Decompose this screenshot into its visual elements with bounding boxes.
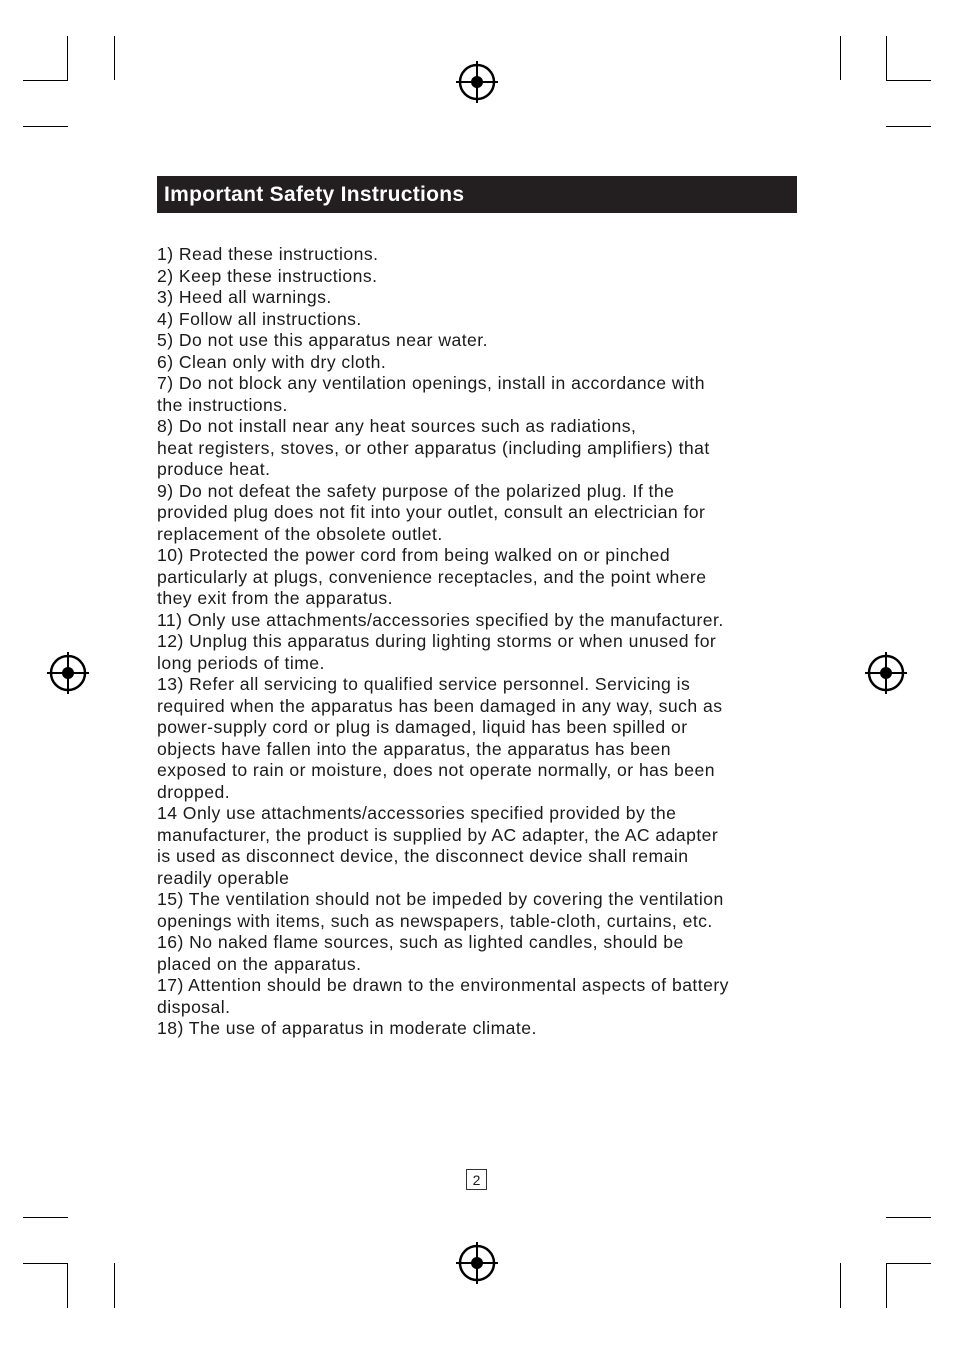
instruction-line: 9) Do not defeat the safety purpose of the polarized plug. If the (157, 480, 675, 501)
crop-mark-bottom-left-vertical (67, 1263, 68, 1308)
page-number: 2 (472, 1171, 481, 1188)
instruction-line: 14 Only use attachments/accessories specified provided by the (157, 803, 677, 823)
instruction-line: particularly at plugs, convenience receptacles, and the point where (157, 566, 707, 587)
crop-mark-bottom-left-horizontal (23, 1263, 68, 1264)
registration-left-icon (47, 652, 89, 694)
instruction-line: exposed to rain or moisture, does not operate normally, or has been (157, 760, 715, 780)
instruction-line: replacement of the obsolete outlet. (157, 523, 443, 544)
crop-mark-top-right-inner-horizontal (886, 126, 931, 127)
crop-mark-top-left-inner-vertical (114, 36, 115, 80)
instruction-line: 17) Attention should be drawn to the environmental aspects of battery (157, 975, 729, 995)
registration-right-icon (865, 652, 907, 694)
crop-mark-bottom-right-horizontal (886, 1263, 931, 1264)
page-number-box (466, 1169, 487, 1190)
instruction-line: 3) Heed all warnings. (157, 287, 332, 307)
instruction-line: heat registers, stoves, or other apparatus (including amplifiers) that (157, 437, 710, 458)
instruction-line: 1) Read these instructions. (157, 244, 379, 264)
registration-bottom-icon (456, 1242, 498, 1284)
instruction-line: readily operable (157, 867, 290, 888)
instruction-line: 7) Do not block any ventilation openings, install in accordance with (157, 373, 705, 393)
instruction-line: is used as disconnect device, the disconnect device shall remain (157, 846, 689, 866)
section-title: Important Safety Instructions (164, 182, 465, 206)
crop-mark-top-right-vertical (886, 36, 887, 80)
instruction-line: 8) Do not install near any heat sources such as radiations, (157, 416, 637, 436)
instruction-line: provided plug does not fit into your outlet, consult an electrician for (157, 502, 706, 522)
instruction-line: dropped. (157, 781, 231, 802)
instruction-line: long periods of time. (157, 652, 325, 673)
instruction-line: disposal. (157, 996, 231, 1017)
instruction-line: 18) The use of apparatus in moderate climate. (157, 1018, 537, 1038)
crop-mark-bottom-left-inner-vertical (114, 1263, 115, 1308)
instruction-line: manufacturer, the product is supplied by AC adapter, the AC adapter (157, 824, 719, 845)
instructions-list (157, 244, 822, 1040)
crop-mark-top-right-inner-vertical (840, 36, 841, 80)
registration-top-icon (456, 61, 498, 103)
instruction-line: produce heat. (157, 459, 271, 479)
instruction-line: openings with items, such as newspapers, table-cloth, curtains, etc. (157, 910, 713, 931)
instruction-line: required when the apparatus has been damaged in any way, such as (157, 695, 723, 716)
instruction-line: 12) Unplug this apparatus during lighting storms or when unused for (157, 631, 717, 651)
crop-mark-bottom-right-vertical (886, 1263, 887, 1308)
instruction-line: they exit from the apparatus. (157, 588, 394, 608)
instruction-line: 13) Refer all servicing to qualified service personnel. Servicing is (157, 674, 691, 694)
instruction-line: 16) No naked flame sources, such as lighted candles, should be (157, 932, 684, 952)
instruction-line: 2) Keep these instructions. (157, 265, 378, 286)
crop-mark-bottom-right-inner-horizontal (886, 1217, 931, 1218)
crop-mark-top-left-horizontal (23, 80, 68, 81)
instruction-line: 6) Clean only with dry cloth. (157, 351, 387, 372)
instruction-line: 5) Do not use this apparatus near water. (157, 330, 488, 350)
section-header (157, 176, 797, 213)
crop-mark-bottom-right-inner-vertical (840, 1263, 841, 1308)
instruction-line: placed on the apparatus. (157, 953, 362, 974)
instruction-line: power-supply cord or plug is damaged, liquid has been spilled or (157, 717, 688, 737)
instruction-line: objects have fallen into the apparatus, the apparatus has been (157, 738, 672, 759)
crop-mark-bottom-left-inner-horizontal (23, 1217, 68, 1218)
instruction-line: 11) Only use attachments/accessories specified by the manufacturer. (157, 609, 724, 630)
instruction-line: 4) Follow all instructions. (157, 308, 362, 329)
instruction-line: the instructions. (157, 394, 288, 415)
crop-mark-top-left-vertical (67, 36, 68, 80)
crop-mark-top-right-horizontal (886, 80, 931, 81)
instruction-line: 15) The ventilation should not be impeded by covering the ventilation (157, 889, 724, 909)
instruction-line: 10) Protected the power cord from being walked on or pinched (157, 545, 671, 565)
crop-mark-top-left-inner-horizontal (23, 126, 68, 127)
